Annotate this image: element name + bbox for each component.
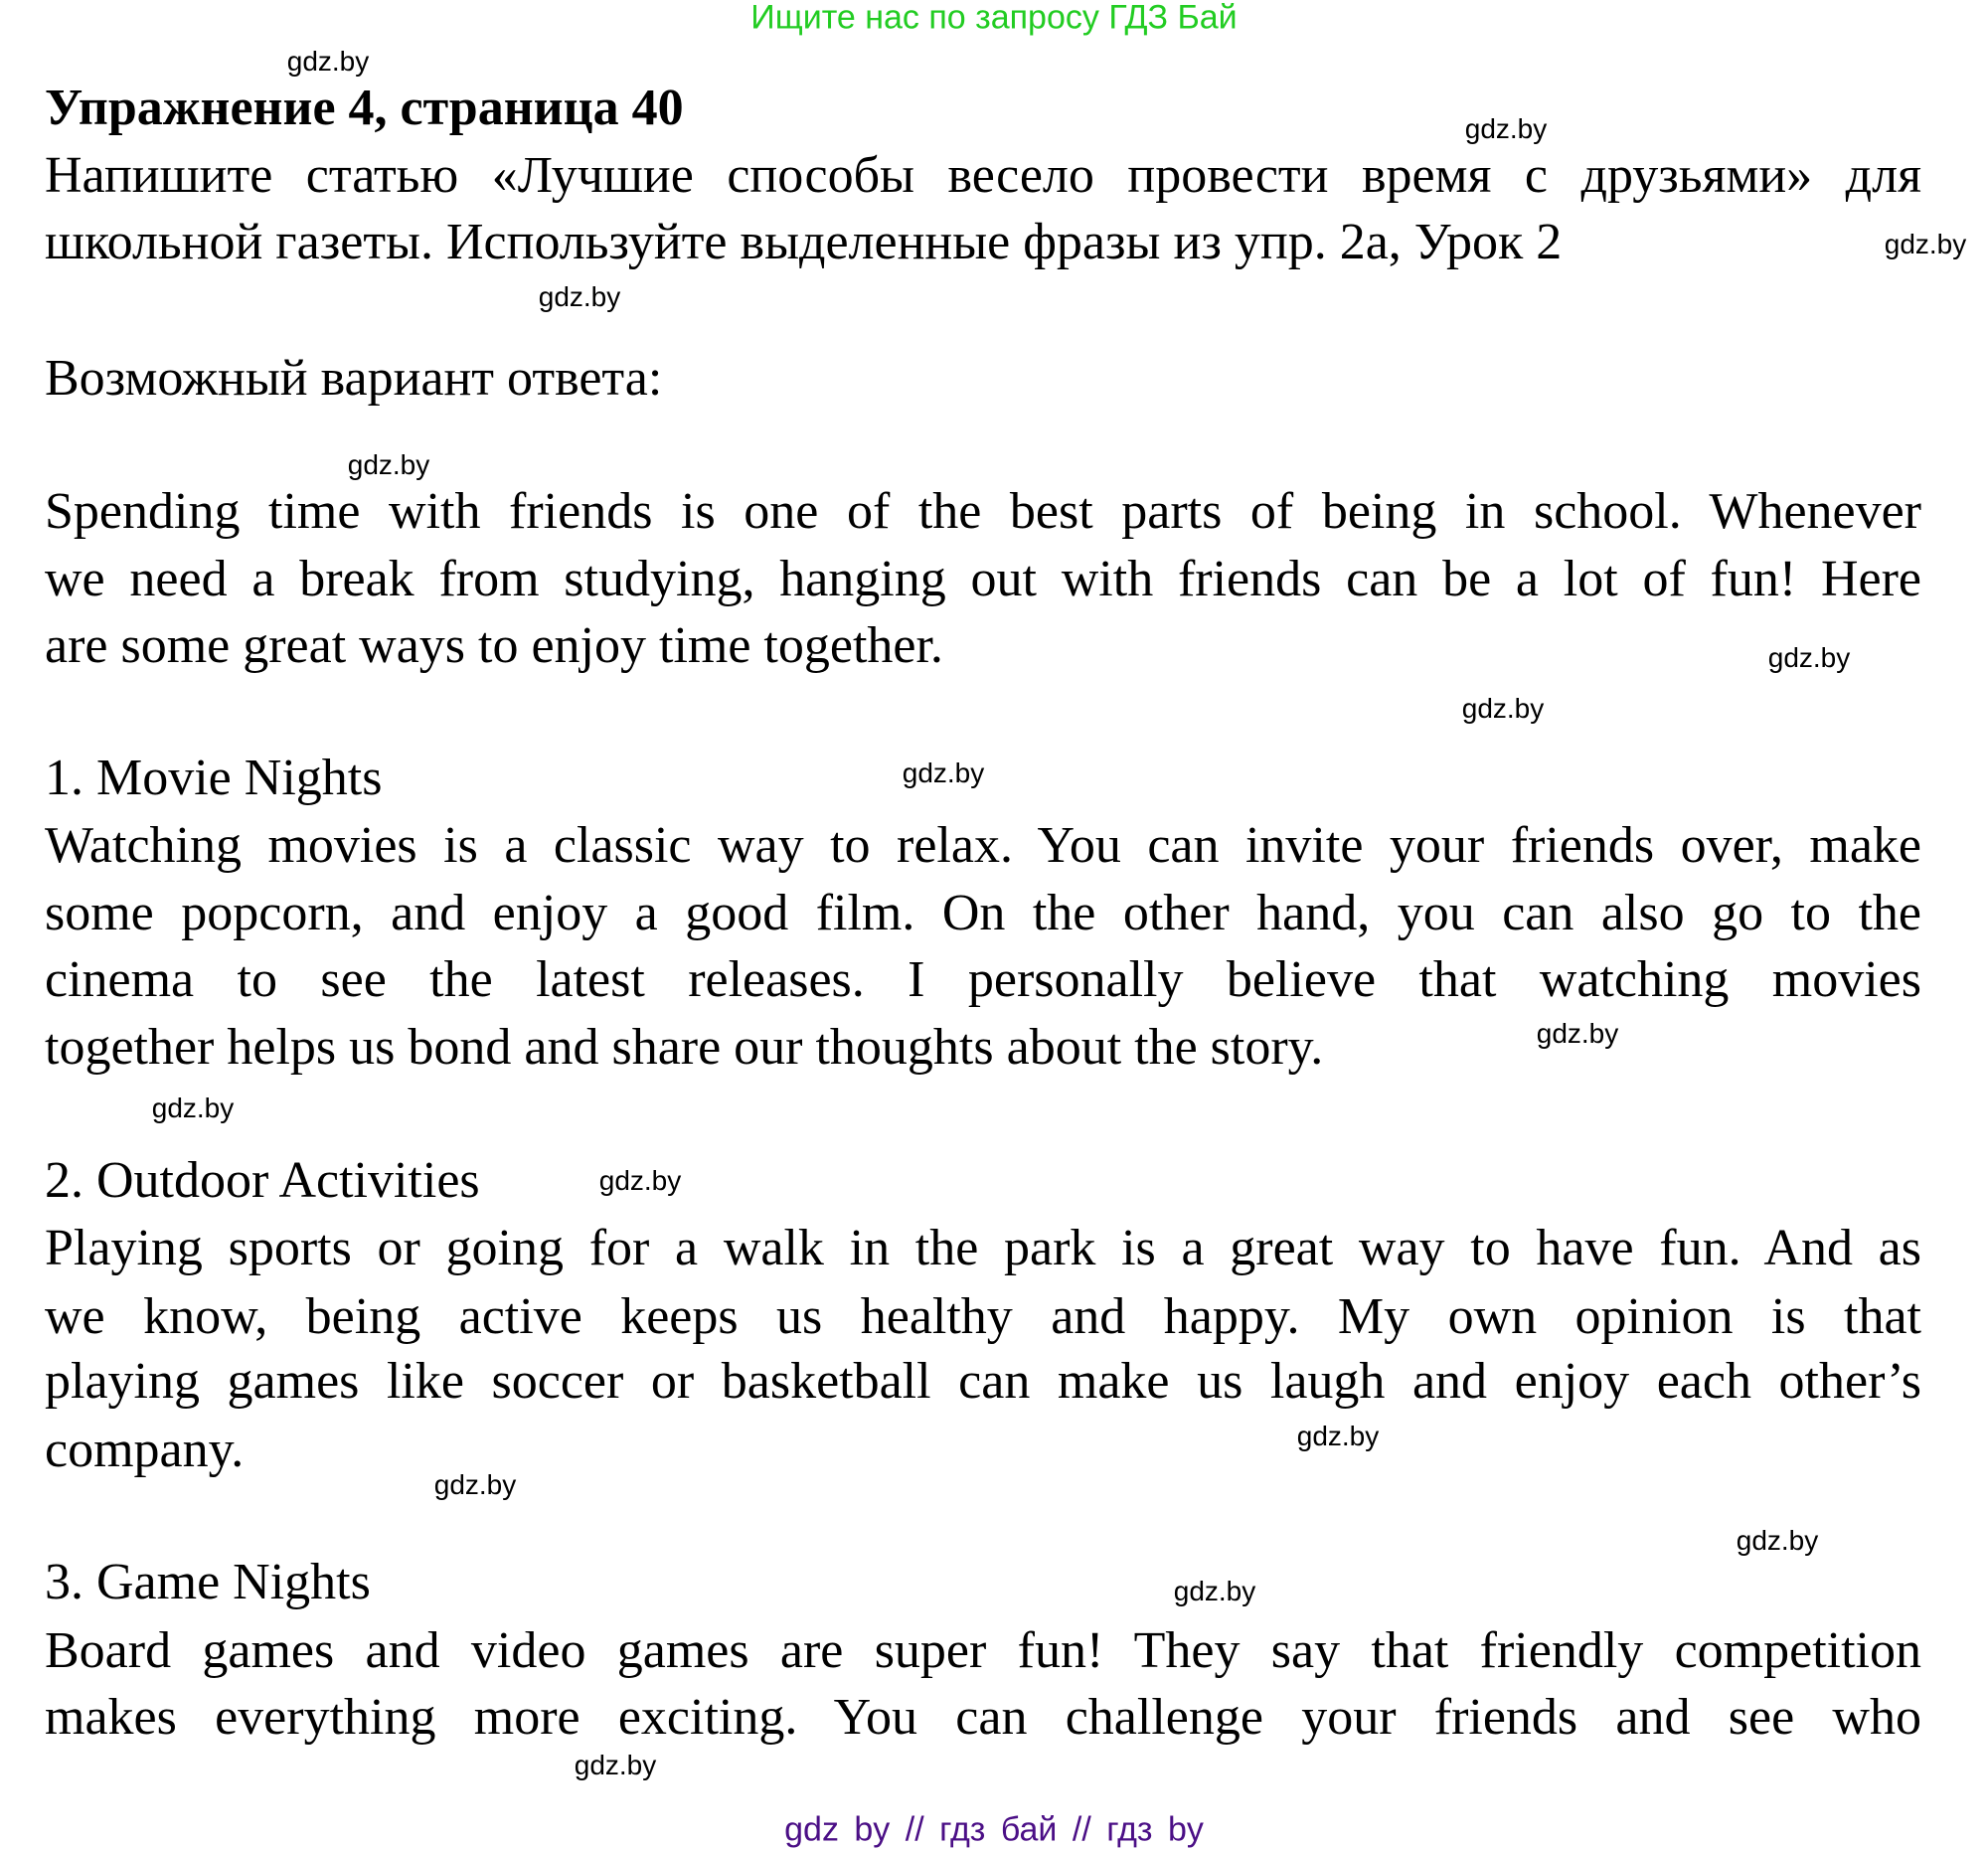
section-heading: 2. Outdoor Activities — [45, 1152, 480, 1209]
task-line: Напишите статью «Лучшие способы весело провести время с друзьями» для — [45, 147, 1921, 204]
watermark: gdz.by — [1736, 1525, 1819, 1556]
section-line: Watching movies is a classic way to relax. You can invite your friends over, make — [45, 817, 1921, 874]
section-heading: 3. Game Nights — [45, 1554, 371, 1610]
section-line: company. — [45, 1422, 245, 1478]
watermark: gdz.by — [574, 1750, 657, 1780]
watermark: gdz.by — [286, 46, 370, 77]
watermark: gdz.by — [433, 1469, 517, 1500]
intro-line: we need a break from studying, hanging out with friends can be a lot of fun! Here — [45, 551, 1921, 607]
page-title: Упражнение 4, страница 40 — [45, 80, 684, 136]
watermark: gdz.by — [151, 1093, 235, 1123]
watermark: gdz.by — [347, 449, 430, 480]
section-line: cinema to see the latest releases. I personally believe that watching movies — [45, 951, 1921, 1008]
answer-label: Возможный вариант ответа: — [45, 350, 663, 407]
watermark: gdz.by — [1173, 1576, 1256, 1606]
watermark: gdz.by — [1767, 642, 1851, 673]
watermark: gdz.by — [538, 281, 621, 312]
section-line: makes everything more exciting. You can challenge your friends and see who — [45, 1689, 1921, 1746]
section-line: together helps us bond and share our thoughts about the story. — [45, 1019, 1324, 1076]
search-banner: Ищите нас по запросу ГДЗ Бай — [750, 0, 1238, 37]
section-line: playing games like soccer or basketball can make us laugh and enjoy each other’s — [45, 1353, 1921, 1410]
section-line: Board games and video games are super fun! They say that friendly competition — [45, 1622, 1921, 1679]
watermark: gdz.by — [1296, 1421, 1380, 1451]
intro-line: Spending time with friends is one of the best parts of being in school. Whenever — [45, 483, 1921, 540]
footer-links: gdz by // гдз бай // гдз by — [784, 1810, 1204, 1849]
watermark: gdz.by — [1464, 113, 1548, 144]
section-line: we know, being active keeps us healthy and happy. My own opinion is that — [45, 1288, 1921, 1345]
watermark: gdz.by — [902, 757, 985, 788]
section-line: Playing sports or going for a walk in the park is a great way to have fun. And as — [45, 1220, 1921, 1276]
section-line: some popcorn, and enjoy a good film. On the other hand, you can also go to the — [45, 885, 1921, 941]
section-heading: 1. Movie Nights — [45, 750, 383, 806]
intro-line: are some great ways to enjoy time together. — [45, 617, 943, 674]
watermark: gdz.by — [1884, 229, 1967, 259]
task-line: школьной газеты. Используйте выделенные фразы из упр. 2а, Урок 2 — [45, 214, 1563, 270]
watermark: gdz.by — [598, 1165, 682, 1196]
watermark: gdz.by — [1461, 693, 1545, 724]
watermark: gdz.by — [1536, 1018, 1619, 1049]
